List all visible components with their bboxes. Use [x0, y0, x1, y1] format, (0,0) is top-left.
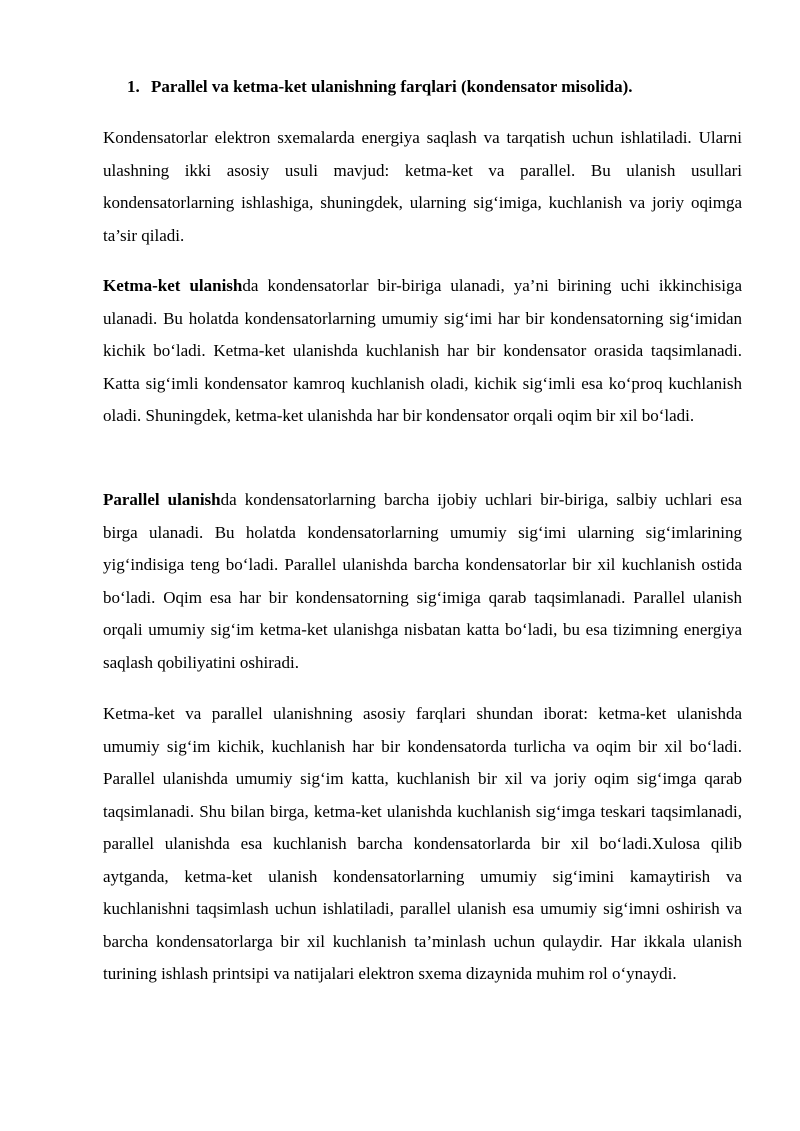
paragraph-series-connection: [103, 270, 742, 433]
paragraph-conclusion: [103, 698, 742, 991]
bold-term-parallel: Parallel ulanish: [103, 490, 221, 509]
paragraph-text: da kondensatorlar bir-biriga ulanadi, ya’ni birining uchi ikkinchisiga ulanadi. Bu holatda kondensatorlarning umumiy sig‘imi har bir kondensatorning sig‘imidan kichik bo‘ladi. Ketma-ket ulanishda kuchlanish har bir kondensator orasida taqsimlanadi. Katta sig‘imli kondensator kamroq kuchlanish oladi, kichik sig‘imli esa ko‘proq kuchlanish oladi. Shuningdek, ketma-ket ulanishda har bir kondensator orqali oqim bir xil bo‘ladi.: [103, 276, 743, 425]
paragraph-text: Ketma-ket va parallel ulanishning asosiy farqlari shundan iborat: ketma-ket ulanishda umumiy sig‘im kichik, kuchlanish har bir kondensatorda turlicha va oqim bir xil bo‘ladi. Parallel ulanishda umumiy sig‘im katta, kuchlanish bir xil va joriy oqim sig‘imga qarab taqsimlanadi. Shu bilan birga, ketma-ket ulanishda kuchlanish sig‘imga teskari taqsimlanadi, parallel ulanishda esa kuchlanish barcha kondensatorlarda bir xil bo‘ladi.Xulosa qilib aytganda, ketma-ket ulanish kondensatorlarning umumiy sig‘imini kamaytirish va kuchlanishni taqsimlash uchun ishlatiladi, parallel ulanish esa umumiy sig‘imni oshirish va barcha kondensatorlarga bir xil kuchlanish ta’minlash uchun qulaydir. Har ikkala ulanish turining ishlash printsipi va natijalari elektron sxema dizaynida muhim rol o‘ynaydi.: [103, 704, 742, 983]
section-title: Parallel va ketma-ket ulanishning farqlari (kondensator misolida).: [151, 77, 633, 96]
section-heading: [127, 76, 633, 98]
paragraph-parallel-connection: [103, 484, 742, 679]
paragraph-intro: [103, 122, 742, 252]
paragraph-text: Kondensatorlar elektron sxemalarda energiya saqlash va tarqatish uchun ishlatiladi. Ularni ulashning ikki asosiy usuli mavjud: ketma-ket va parallel. Bu ulanish usullari kondensatorlarning ishlashiga, shuningdek, ularning sig‘imiga, kuchlanish va joriy oqimga ta’sir qiladi.: [103, 128, 742, 245]
paragraph-text: da kondensatorlarning barcha ijobiy uchlari bir-biriga, salbiy uchlari esa birga ulanadi. Bu holatda kondensatorlarning umumiy sig‘imi ularning sig‘imlarining yig‘indisiga teng bo‘ladi. Parallel ulanishda barcha kondensatorlar bir xil kuchlanish ostida bo‘ladi. Oqim esa har bir kondensatorning sig‘imiga qarab taqsimlanadi. Parallel ulanish orqali umumiy sig‘im ketma-ket ulanishga nisbatan katta bo‘ladi, bu esa tizimning energiya saqlash qobiliyatini oshiradi.: [103, 490, 742, 672]
section-number: 1.: [127, 77, 140, 96]
bold-term-series: Ketma-ket ulanish: [103, 276, 243, 295]
